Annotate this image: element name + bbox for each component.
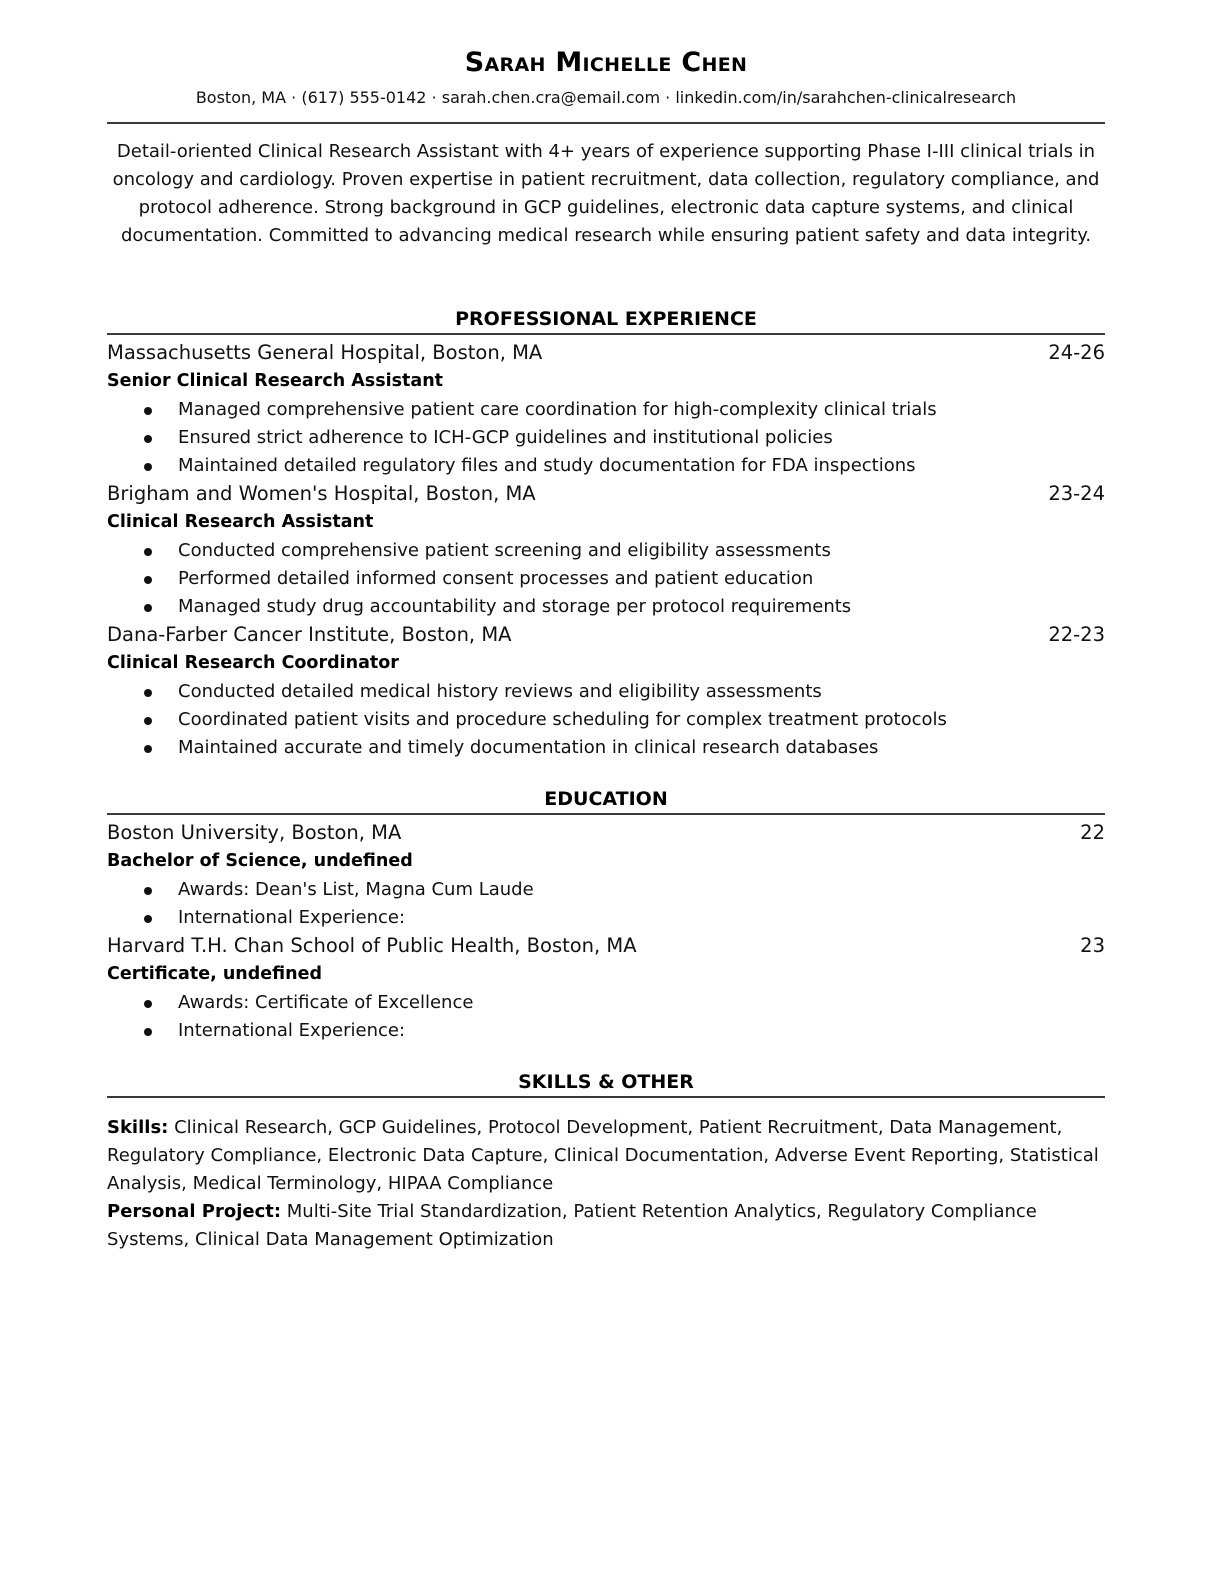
section-title-education: EDUCATION	[544, 788, 668, 810]
entry-header	[107, 480, 1105, 508]
entry-organization: Brigham and Women's Hospital, Boston, MA	[107, 482, 536, 505]
skills-label: Skills:	[107, 1117, 169, 1138]
entry-bullets	[107, 989, 1105, 1045]
section-divider-education	[107, 813, 1105, 815]
entry-header	[107, 819, 1105, 847]
bullet-text: Managed comprehensive patient care coordination for high-complexity clinical trials	[178, 399, 937, 420]
bullet-icon	[144, 1000, 152, 1008]
entry-bullets	[107, 396, 1105, 480]
bullet-text: Ensured strict adherence to ICH-GCP guidelines and institutional policies	[178, 427, 833, 448]
bullet-text: International Experience:	[178, 907, 406, 928]
contact-separator: ·	[286, 88, 302, 107]
bullet-text: Maintained accurate and timely documentation in clinical research databases	[178, 737, 879, 758]
experience-entry	[107, 339, 1105, 480]
bullet-text: Managed study drug accountability and storage per protocol requirements	[178, 596, 852, 617]
bullet-item	[107, 565, 1105, 593]
contact-email[interactable]: sarah.chen.cra@email.com	[441, 88, 661, 107]
contact-linkedin[interactable]: linkedin.com/in/sarahchen-clinicalresearch	[675, 88, 1017, 107]
bullet-item	[107, 424, 1105, 452]
experience-entry	[107, 621, 1105, 762]
bullet-text: Maintained detailed regulatory files and study documentation for FDA inspections	[178, 455, 916, 476]
entry-bullets	[107, 876, 1105, 932]
bullet-icon	[144, 435, 152, 443]
entry-role: Bachelor of Science, undefined	[107, 851, 413, 871]
bullet-icon	[144, 915, 152, 923]
bullet-item	[107, 678, 1105, 706]
bullet-item	[107, 734, 1105, 762]
entry-organization: Harvard T.H. Chan School of Public Health, Boston, MA	[107, 934, 637, 957]
skills-other-block	[107, 1114, 1105, 1254]
personal-project-paragraph	[107, 1198, 1105, 1254]
section-divider-experience	[107, 333, 1105, 335]
bullet-text: Coordinated patient visits and procedure scheduling for complex treatment protocols	[178, 709, 947, 730]
entry-bullets	[107, 678, 1105, 762]
bullet-icon	[144, 1028, 152, 1036]
entry-role: Certificate, undefined	[107, 964, 322, 984]
bullet-icon	[144, 689, 152, 697]
entry-dates: 22-23	[1048, 623, 1105, 646]
contact-location: Boston, MA	[195, 88, 287, 107]
bullet-icon	[144, 887, 152, 895]
section-title-experience: PROFESSIONAL EXPERIENCE	[455, 308, 757, 330]
entry-organization: Massachusetts General Hospital, Boston, MA	[107, 341, 543, 364]
bullet-text: Awards: Certificate of Excellence	[178, 992, 474, 1013]
bullet-item	[107, 989, 1105, 1017]
contact-separator: ·	[660, 88, 676, 107]
entry-dates: 24-26	[1048, 341, 1105, 364]
education-entry	[107, 819, 1105, 932]
entry-dates: 22	[1080, 821, 1105, 844]
contact-separator: ·	[426, 88, 442, 107]
bullet-icon	[144, 463, 152, 471]
skills-paragraph	[107, 1114, 1105, 1198]
skills-text: Clinical Research, GCP Guidelines, Protocol Development, Patient Recruitment, Data Management, Regulatory Compliance, Electronic Data Capture, Clinical Documentation, Adverse Event Reporting, Statistical Analysis, Medical Terminology, HIPAA Compliance	[107, 1117, 1099, 1194]
entry-header	[107, 932, 1105, 960]
bullet-text: Performed detailed informed consent processes and patient education	[178, 568, 814, 589]
experience-entry	[107, 480, 1105, 621]
entry-role: Senior Clinical Research Assistant	[107, 371, 444, 391]
header-divider	[107, 122, 1105, 124]
bullet-item	[107, 452, 1105, 480]
bullet-item	[107, 396, 1105, 424]
entry-dates: 23-24	[1048, 482, 1105, 505]
entry-bullets	[107, 537, 1105, 621]
section-divider-skills	[107, 1096, 1105, 1098]
bullet-text: International Experience:	[178, 1020, 406, 1041]
entry-role: Clinical Research Assistant	[107, 512, 374, 532]
bullet-item	[107, 1017, 1105, 1045]
contact-phone[interactable]: (617) 555-0142	[301, 88, 427, 107]
bullet-item	[107, 876, 1105, 904]
bullet-item	[107, 537, 1105, 565]
bullet-text: Conducted detailed medical history reviews and eligibility assessments	[178, 681, 822, 702]
contact-line	[107, 86, 1105, 110]
candidate-name: Sarah Michelle Chen	[464, 47, 748, 78]
personal-project-text: Multi-Site Trial Standardization, Patient Retention Analytics, Regulatory Compliance Systems, Clinical Data Management Optimization	[107, 1201, 1037, 1250]
entry-role: Clinical Research Coordinator	[107, 653, 399, 673]
entry-organization: Boston University, Boston, MA	[107, 821, 402, 844]
education-entry	[107, 932, 1105, 1045]
professional-summary: Detail-oriented Clinical Research Assistant with 4+ years of experience supporting Phase I-III clinical trials in oncology and cardiology. Proven expertise in patient recruitment, data collection, regulatory compliance, and protocol adherence. Strong background in GCP guidelines, electronic data capture systems, and clinical documentation. Committed to advancing medical research while ensuring patient safety and data integrity.	[112, 141, 1100, 246]
bullet-icon	[144, 604, 152, 612]
entry-dates: 23	[1080, 934, 1105, 957]
bullet-icon	[144, 407, 152, 415]
bullet-text: Conducted comprehensive patient screening and eligibility assessments	[178, 540, 831, 561]
bullet-icon	[144, 576, 152, 584]
bullet-text: Awards: Dean's List, Magna Cum Laude	[178, 879, 534, 900]
entry-header	[107, 621, 1105, 649]
bullet-item	[107, 904, 1105, 932]
bullet-icon	[144, 745, 152, 753]
bullet-icon	[144, 717, 152, 725]
section-title-skills: SKILLS & OTHER	[518, 1071, 694, 1093]
entry-organization: Dana-Farber Cancer Institute, Boston, MA	[107, 623, 512, 646]
bullet-item	[107, 593, 1105, 621]
personal-project-label: Personal Project:	[107, 1201, 282, 1222]
bullet-icon	[144, 548, 152, 556]
entry-header	[107, 339, 1105, 367]
bullet-item	[107, 706, 1105, 734]
